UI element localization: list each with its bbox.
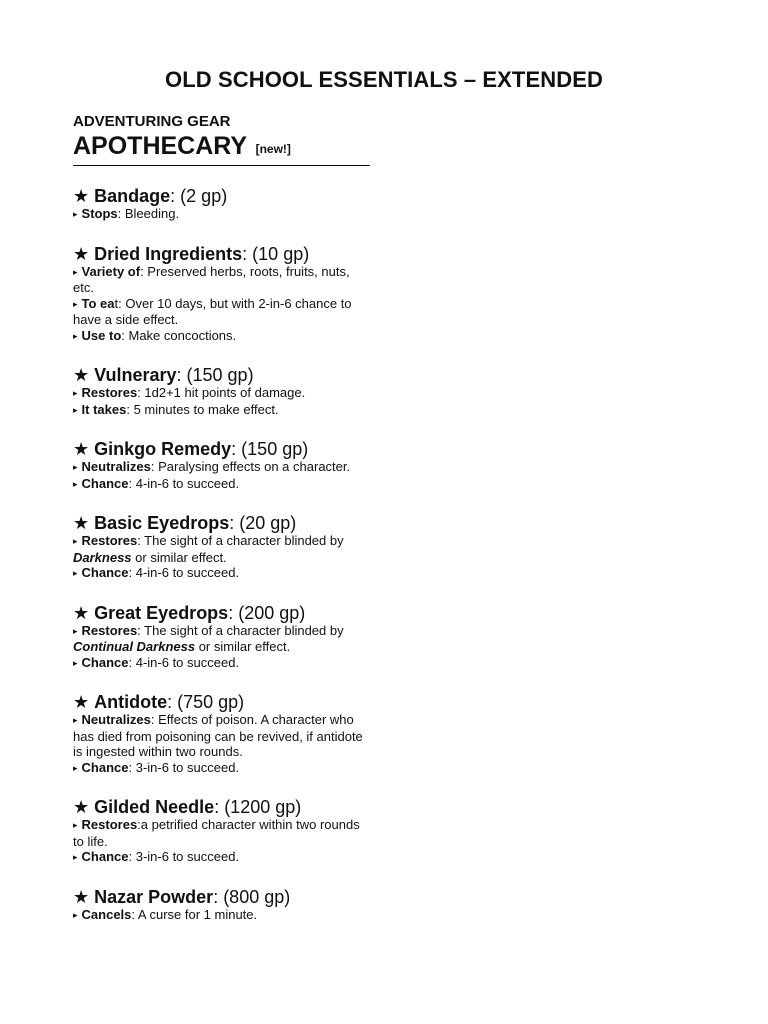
bullet-arrow-icon: ▸	[73, 625, 78, 636]
detail-label: Neutralizes	[81, 459, 151, 474]
detail-text: : 5 minutes to make effect.	[126, 401, 279, 417]
star-icon: ★	[73, 692, 90, 712]
star-icon: ★	[73, 186, 90, 206]
detail-label: Restores	[81, 533, 138, 548]
bullet-arrow-icon: ▸	[73, 715, 78, 725]
detail-text: : Make concoctions.	[121, 327, 237, 343]
item-heading	[73, 603, 373, 623]
detail-text: : Bleeding.	[117, 206, 180, 221]
item-name: Great Eyedrops	[94, 602, 229, 623]
item-name: Bandage	[94, 186, 171, 206]
item-detail	[73, 296, 373, 328]
item-heading	[73, 244, 373, 264]
bullet-arrow-icon: ▸	[73, 462, 78, 472]
item-name: Basic Eyedrops	[94, 513, 230, 533]
detail-text: : 3-in-6 to succeed.	[128, 759, 240, 775]
item-heading	[73, 887, 373, 907]
section-heading: ADVENTURING GEAR	[73, 113, 231, 130]
item-price: : (20 gp)	[229, 513, 297, 533]
item-name: Dried Ingredients	[94, 243, 243, 264]
item-detail	[73, 817, 373, 849]
item-price: : (10 gp)	[242, 243, 310, 264]
detail-label: Chance	[81, 849, 129, 864]
detail-text: : 4-in-6 to succeed.	[128, 654, 240, 670]
detail-emphasis: Darkness	[73, 549, 132, 565]
item-entry	[73, 887, 373, 924]
item-detail	[73, 264, 373, 296]
bullet-arrow-icon: ▸	[73, 404, 78, 415]
detail-text-after: or similar effect.	[195, 639, 291, 654]
bullet-arrow-icon: ▸	[73, 266, 78, 277]
subsection-title: APOTHECARY	[73, 132, 247, 160]
detail-text: : A curse for 1 minute.	[131, 906, 258, 922]
item-entry	[73, 603, 373, 672]
item-price: : (800 gp)	[213, 886, 291, 907]
detail-label: Stops	[81, 206, 118, 221]
star-icon: ★	[73, 513, 90, 533]
detail-text: t: Over 10 days, but with 2-in-6 chance to have a side effect.	[73, 295, 352, 327]
detail-text-after: or similar effect.	[131, 549, 227, 565]
detail-label: Chance	[81, 565, 129, 580]
detail-label: Restores	[81, 817, 138, 832]
item-list	[73, 186, 373, 923]
item-heading	[73, 797, 373, 817]
detail-label: Restores	[81, 622, 138, 638]
star-icon: ★	[73, 602, 90, 623]
bullet-arrow-icon: ▸	[73, 568, 78, 578]
detail-text: : The sight of a character blinded by	[137, 622, 344, 638]
item-entry	[73, 692, 373, 776]
item-detail	[73, 402, 373, 419]
item-name: Antidote	[94, 692, 168, 712]
item-detail	[73, 206, 373, 223]
star-icon: ★	[73, 243, 90, 264]
item-detail	[73, 533, 373, 565]
item-entry	[73, 513, 373, 582]
detail-text: :a petrified character within two rounds to life.	[73, 817, 360, 849]
item-heading	[73, 692, 373, 712]
detail-text: : The sight of a character blinded by	[137, 533, 344, 548]
item-entry	[73, 186, 373, 223]
item-entry	[73, 365, 373, 418]
detail-label: Restores	[81, 385, 138, 400]
content-column	[73, 113, 373, 923]
document-title: OLD SCHOOL ESSENTIALS – EXTENDED	[165, 67, 603, 92]
heading-divider	[73, 165, 370, 166]
detail-label: Chance	[81, 475, 129, 491]
item-detail	[73, 760, 373, 777]
detail-label: To ea	[81, 295, 115, 311]
subsection-heading	[73, 132, 373, 163]
item-heading	[73, 513, 373, 533]
item-detail	[73, 459, 373, 476]
bullet-arrow-icon: ▸	[73, 762, 78, 773]
detail-label: It takes	[81, 401, 127, 417]
bullet-arrow-icon: ▸	[73, 298, 78, 309]
detail-label: Cancels	[81, 906, 132, 922]
item-detail	[73, 849, 373, 866]
detail-label: Neutralizes	[81, 712, 151, 727]
bullet-arrow-icon: ▸	[73, 388, 78, 398]
detail-text: : Paralysing effects on a character.	[150, 459, 351, 474]
detail-emphasis: Continual Darkness	[73, 639, 196, 654]
star-icon: ★	[73, 797, 90, 817]
bullet-arrow-icon: ▸	[73, 478, 78, 489]
item-price: : (750 gp)	[167, 692, 245, 712]
detail-label: Chance	[81, 654, 129, 670]
item-price: : (200 gp)	[228, 602, 306, 623]
bullet-arrow-icon: ▸	[73, 330, 78, 341]
item-detail	[73, 712, 373, 760]
item-name: Vulnerary	[94, 365, 177, 385]
item-entry	[73, 797, 373, 866]
item-price: : (150 gp)	[231, 439, 309, 459]
item-price: : (150 gp)	[176, 365, 254, 385]
item-heading	[73, 186, 373, 206]
star-icon: ★	[73, 439, 90, 459]
detail-text: : 3-in-6 to succeed.	[128, 849, 240, 864]
item-name: Ginkgo Remedy	[94, 439, 232, 459]
detail-text: : 1d2+1 hit points of damage.	[137, 385, 306, 400]
bullet-arrow-icon: ▸	[73, 909, 78, 920]
new-tag: [new!]	[255, 142, 291, 156]
item-name: Nazar Powder	[94, 886, 214, 907]
bullet-arrow-icon: ▸	[73, 820, 78, 830]
bullet-arrow-icon: ▸	[73, 657, 78, 668]
bullet-arrow-icon: ▸	[73, 209, 78, 219]
item-name: Gilded Needle	[94, 797, 215, 817]
detail-text: : 4-in-6 to succeed.	[128, 565, 240, 580]
detail-text: : Effects of poison. A character who has died from poisoning can be revived, if antidote is ingested within two rounds.	[73, 712, 363, 759]
item-detail	[73, 907, 373, 924]
item-entry	[73, 439, 373, 492]
detail-label: Variety of	[81, 263, 141, 279]
bullet-arrow-icon: ▸	[73, 536, 78, 546]
detail-label: Use to	[81, 327, 122, 343]
star-icon: ★	[73, 886, 90, 907]
item-heading	[73, 439, 373, 459]
item-heading	[73, 365, 373, 385]
item-entry	[73, 244, 373, 345]
detail-label: Chance	[81, 759, 129, 775]
item-detail	[73, 655, 373, 672]
item-detail	[73, 623, 373, 655]
item-price: : (2 gp)	[170, 186, 228, 206]
item-detail	[73, 328, 373, 345]
detail-text: : 4-in-6 to succeed.	[128, 475, 240, 491]
detail-text: : Preserved herbs, roots, fruits, nuts, etc.	[73, 263, 350, 295]
star-icon: ★	[73, 365, 90, 385]
bullet-arrow-icon: ▸	[73, 852, 78, 862]
item-price: : (1200 gp)	[214, 797, 302, 817]
item-detail	[73, 476, 373, 493]
item-detail	[73, 385, 373, 402]
item-detail	[73, 565, 373, 582]
